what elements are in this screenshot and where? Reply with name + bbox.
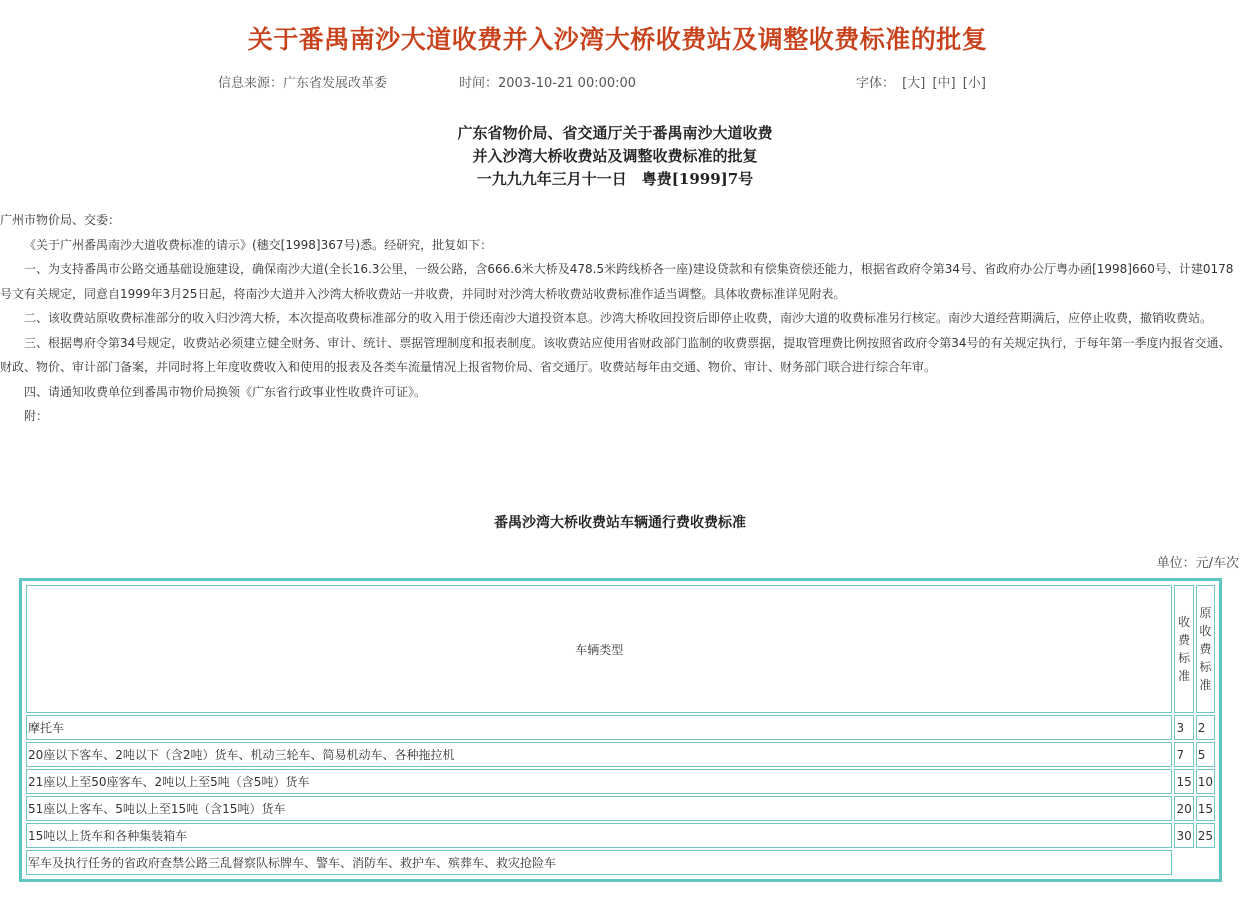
header-char: 费 <box>1178 633 1191 647</box>
new-fee-cell: 20 <box>1174 796 1193 821</box>
fee-table-container <box>19 578 1222 882</box>
header-vehicle-type: 车辆类型 <box>26 585 1172 713</box>
document-body <box>0 208 1240 429</box>
old-fee-cell: 10 <box>1196 769 1215 794</box>
font-size-large-link[interactable]: [大] <box>902 76 926 91</box>
paragraph: 一、为支持番禺市公路交通基础设施建设，确保南沙大道(全长16.3公里，一级公路，含666.6米大桥及478.5米跨线桥各一座)建设贷款和有偿集资偿还能力，根据省政府令第34号、省政府办公厅粤办函[1998]660号、计建0178号文有关规定，同意自1999年3月25日起，将南沙大道并入沙湾大桥收费站一并收费，并同时对沙湾大桥收费站收费标准作适当调整。具体收费标准详见附表。 <box>0 262 1234 301</box>
font-size-small-link[interactable]: [小] <box>962 76 986 91</box>
header-char: 准 <box>1178 669 1191 683</box>
table-row <box>26 823 1215 848</box>
new-fee-cell: 30 <box>1174 823 1193 848</box>
vehicle-type-cell: 军车及执行任务的省政府查禁公路三乱督察队标牌车、警车、消防车、救护车、殡葬车、救灾抢险车 <box>26 850 1172 875</box>
font-size-label: 字体： <box>856 76 896 91</box>
header-char: 标 <box>1178 651 1191 665</box>
new-fee-cell <box>1174 850 1193 875</box>
paragraph: 三、根据粤府令第34号规定，收费站必须建立健全财务、审计、统计、票据管理制度和报表制度。该收费站应使用省财政部门监制的收费票据，提取管理费比例按照省政府令第34号的有关规定执行，于每年第一季度内报省交通、财政、物价、审计部门备案，并同时将上年度收费收入和使用的报表及各类车流量情况上报省物价局、省交通厅。收费站每年由交通、物价、审计、财务部门联合进行综合年审。 <box>0 335 1231 374</box>
publish-time: 时间：2003-10-21 00:00:00 <box>459 76 637 91</box>
header-old-fee <box>1196 585 1215 713</box>
new-fee-cell: 15 <box>1174 769 1193 794</box>
old-fee-cell: 2 <box>1196 715 1215 740</box>
header-char: 收 <box>1199 624 1212 638</box>
new-fee-cell: 3 <box>1174 715 1193 740</box>
vehicle-type-cell: 15吨以上货车和各种集装箱车 <box>26 823 1172 848</box>
heading-line: 广东省物价局、省交通厅关于番禺南沙大道收费 <box>457 124 773 142</box>
new-fee-cell: 7 <box>1174 742 1193 767</box>
old-fee-cell <box>1196 850 1215 875</box>
table-row <box>26 850 1215 875</box>
old-fee-cell: 25 <box>1196 823 1215 848</box>
paragraph: 《关于广州番禺南沙大道收费标准的请示》(穗交[1998]367号)悉。经研究，批复如下： <box>24 237 493 252</box>
unit-label: 单位：元/车次 <box>1156 556 1239 571</box>
paragraph: 四、请通知收费单位到番禺市物价局换领《广东省行政事业性收费许可证》。 <box>24 384 427 399</box>
font-size-switcher <box>856 72 986 91</box>
table-row <box>26 769 1215 794</box>
table-row <box>26 796 1215 821</box>
table-caption: 番禺沙湾大桥收费站车辆通行费收费标准 <box>494 515 746 531</box>
vehicle-type-cell: 21座以上至50座客车、2吨以上至5吨（含5吨）货车 <box>26 769 1172 794</box>
vehicle-type-cell: 摩托车 <box>26 715 1172 740</box>
font-size-medium-link[interactable]: [中] <box>932 76 956 91</box>
header-new-fee <box>1174 585 1193 713</box>
attachment-label: 附： <box>24 409 49 423</box>
table-header-row <box>26 585 1215 713</box>
heading-line: 并入沙湾大桥收费站及调整收费标准的批复 <box>472 147 758 165</box>
header-char: 收 <box>1178 615 1191 629</box>
article-meta <box>0 72 1245 92</box>
table-row <box>26 715 1215 740</box>
old-fee-cell: 5 <box>1196 742 1215 767</box>
table-row <box>26 742 1215 767</box>
paragraph: 二、该收费站原收费标准部分的收入归沙湾大桥，本次提高收费标准部分的收入用于偿还南沙大道投资本息。沙湾大桥收回投资后即停止收费，南沙大道的收费标准另行核定。南沙大道经营期满后，应停止收费，撤销收费站。 <box>24 311 1213 325</box>
document-heading <box>0 122 1230 191</box>
info-source: 信息来源：广东省发展改革委 <box>218 76 388 91</box>
header-char: 费 <box>1199 642 1212 656</box>
header-char: 原 <box>1199 606 1212 620</box>
heading-line: 一九九九年三月十一日 粤费[1999]7号 <box>476 170 754 188</box>
fee-table <box>24 583 1217 877</box>
old-fee-cell: 15 <box>1196 796 1215 821</box>
vehicle-type-cell: 51座以上客车、5吨以上至15吨（含15吨）货车 <box>26 796 1172 821</box>
page-title: 关于番禺南沙大道收费并入沙湾大桥收费站及调整收费标准的批复 <box>247 25 988 54</box>
header-char: 标 <box>1199 660 1212 674</box>
vehicle-type-cell: 20座以下客车、2吨以下（含2吨）货车、机动三轮车、简易机动车、各种拖拉机 <box>26 742 1172 767</box>
salutation: 广州市物价局、交委： <box>0 213 121 227</box>
header-char: 准 <box>1199 678 1212 692</box>
